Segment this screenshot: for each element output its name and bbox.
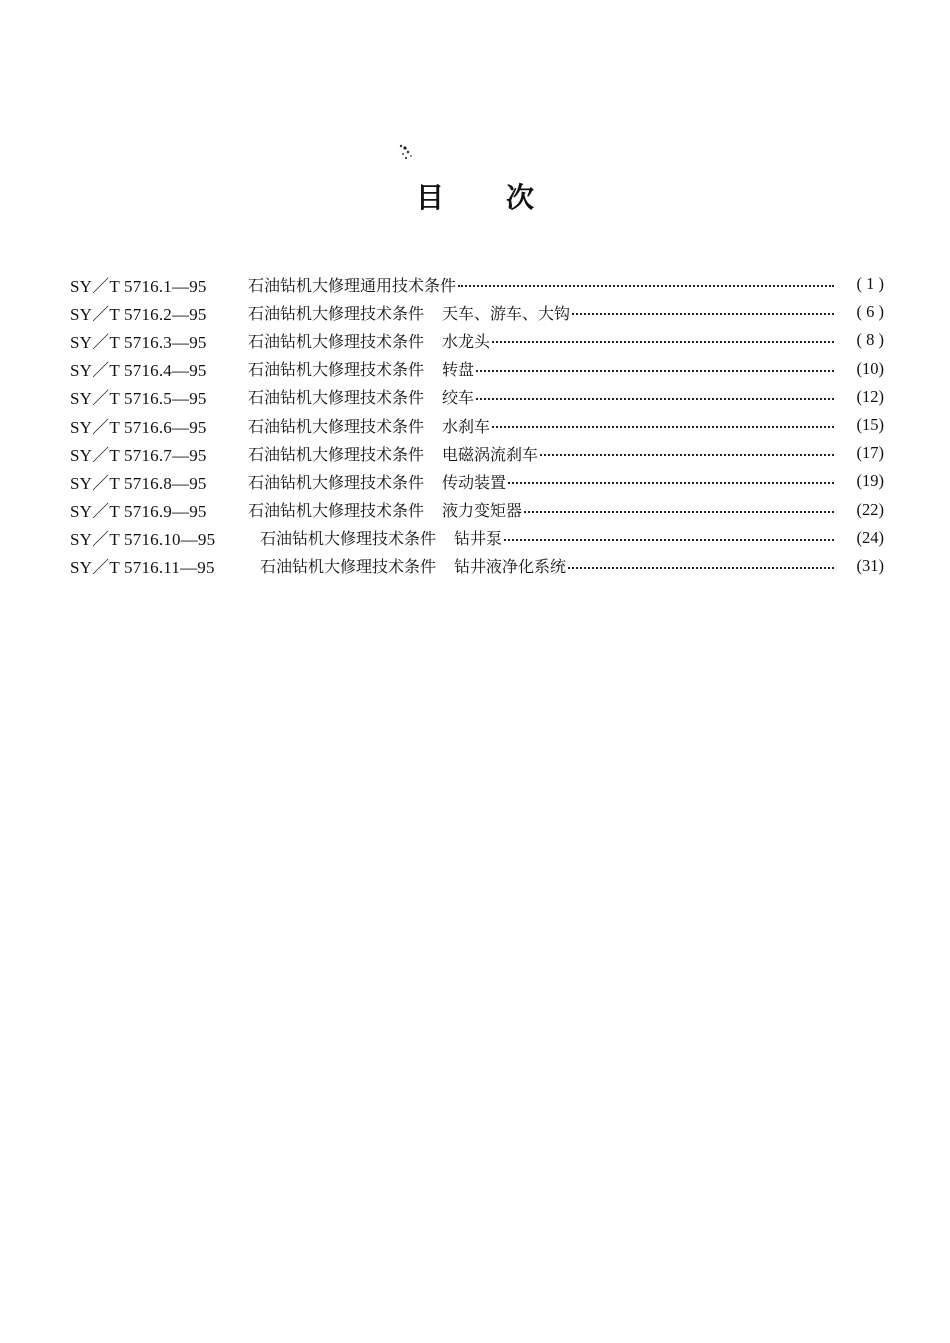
dot-leader [508, 473, 834, 489]
standard-code: SY／T 5716.4—95 [70, 361, 207, 381]
toc-entry[interactable] [70, 383, 884, 411]
standard-subtitle: 天车、游车、大钩 [442, 303, 571, 323]
standard-title: 石油钻机大修理技术条件 [248, 416, 425, 436]
standard-code: SY／T 5716.8—95 [70, 473, 207, 493]
dot-leader [540, 445, 834, 461]
standard-subtitle: 传动装置 [442, 472, 507, 492]
toc-entry[interactable] [70, 326, 884, 354]
dot-leader [476, 361, 834, 377]
dot-leader [458, 276, 834, 292]
toc-entry[interactable] [70, 270, 884, 298]
standard-subtitle: 转盘 [442, 360, 475, 380]
standard-subtitle: 钻井泵 [454, 529, 503, 549]
toc-list [70, 270, 884, 580]
standard-code: SY／T 5716.10—95 [70, 530, 216, 550]
standard-code: SY／T 5716.11—95 [70, 558, 215, 578]
toc-title [0, 176, 950, 216]
dot-leader [572, 304, 834, 320]
standard-title: 石油钻机大修理技术条件 [248, 303, 425, 323]
toc-entry[interactable] [70, 552, 884, 580]
toc-entry[interactable] [70, 496, 884, 524]
standard-code: SY／T 5716.1—95 [70, 276, 207, 296]
standard-title: 石油钻机大修理技术条件 [248, 501, 425, 521]
toc-entry[interactable] [70, 355, 884, 383]
standard-code: SY／T 5716.2—95 [70, 304, 207, 324]
page-number: (22) [856, 499, 884, 519]
page-number: (12) [856, 386, 884, 406]
standard-title: 石油钻机大修理技术条件 [248, 360, 425, 380]
standard-title: 石油钻机大修理技术条件 [248, 444, 425, 464]
title-char-2: 次 [506, 181, 535, 214]
dot-leader [504, 530, 834, 546]
page-number: (24) [856, 527, 884, 547]
standard-title: 石油钻机大修理技术条件 [248, 331, 425, 351]
toc-entry[interactable] [70, 411, 884, 439]
page-number: (17) [856, 443, 884, 463]
standard-code: SY／T 5716.7—95 [70, 445, 207, 465]
standard-subtitle: 绞车 [442, 388, 475, 408]
dot-leader [492, 332, 834, 348]
toc-entry[interactable] [70, 298, 884, 326]
standard-code: SY／T 5716.9—95 [70, 502, 207, 522]
standard-title: 石油钻机大修理技术条件 [260, 557, 437, 577]
standard-subtitle: 水刹车 [442, 416, 491, 436]
page-number: ( 6 ) [856, 302, 884, 322]
page-number: ( 8 ) [856, 330, 884, 350]
scan-speck-mark [396, 142, 418, 164]
standard-code: SY／T 5716.6—95 [70, 417, 207, 437]
dot-leader [568, 558, 834, 574]
standard-subtitle: 水龙头 [442, 331, 491, 351]
standard-code: SY／T 5716.5—95 [70, 389, 207, 409]
standard-title: 石油钻机大修理通用技术条件 [248, 275, 457, 295]
toc-entry[interactable] [70, 467, 884, 495]
toc-entry[interactable] [70, 524, 884, 552]
page-number: (15) [856, 415, 884, 435]
page-number: (10) [856, 358, 884, 378]
dot-leader [524, 502, 834, 518]
page-number: (19) [856, 471, 884, 491]
dot-leader [476, 389, 834, 405]
dot-leader [492, 417, 834, 433]
standard-title: 石油钻机大修理技术条件 [248, 388, 425, 408]
toc-entry[interactable] [70, 439, 884, 467]
standard-subtitle: 液力变矩器 [442, 501, 523, 521]
standard-title: 石油钻机大修理技术条件 [260, 529, 437, 549]
standard-subtitle: 钻井液净化系统 [454, 557, 567, 577]
page-number: ( 1 ) [856, 274, 884, 294]
standard-title: 石油钻机大修理技术条件 [248, 472, 425, 492]
page-number: (31) [856, 555, 884, 575]
standard-code: SY／T 5716.3—95 [70, 332, 207, 352]
title-char-1: 目 [415, 181, 444, 214]
standard-subtitle: 电磁涡流刹车 [442, 444, 539, 464]
